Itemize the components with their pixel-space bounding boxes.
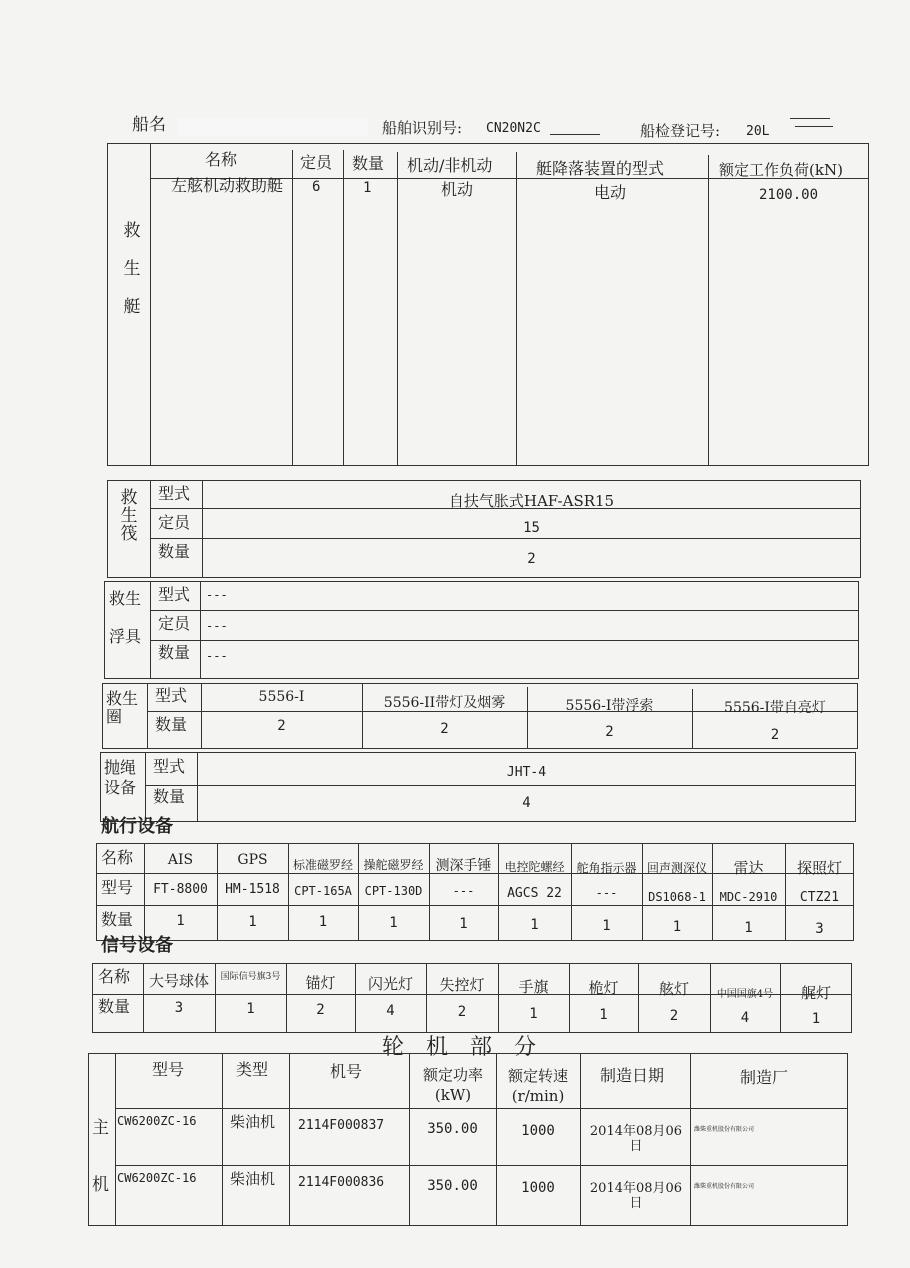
signal-name-intl-flag: 国际信号旗3号	[220, 972, 281, 982]
lifebuoy-count-3: 2	[605, 724, 614, 740]
registration-value: 20L	[746, 124, 770, 139]
nav-count-standard-compass: 1	[318, 914, 328, 930]
engine-2-power: 350.00	[427, 1178, 478, 1194]
buoyant-section-label-1: 救生	[109, 589, 142, 608]
nav-name-standard-compass: 标准磁罗经	[292, 858, 353, 872]
navigation-row-label-quantity: 数量	[101, 910, 134, 929]
signal-count-side-light: 2	[669, 1008, 679, 1024]
lifebuoy-count-1: 2	[277, 718, 286, 734]
nav-model-radar: MDC-2910	[719, 890, 778, 904]
nav-model-standard-compass: CPT-165A	[294, 884, 352, 898]
lifebuoy-type-2: 5556-II带灯及烟雾	[383, 695, 506, 711]
nav-count-searchlight: 3	[815, 921, 824, 937]
document-header	[0, 0, 910, 145]
line-thrower-value-type: JHT-4	[506, 765, 547, 780]
lifeboat-cell-name: 左舷机动救助艇	[170, 176, 283, 195]
engine-2-type: 柴油机	[230, 1170, 276, 1188]
lifeboat-header-capacity: 定员	[300, 153, 333, 172]
nav-count-rudder-indicator: 1	[602, 918, 611, 934]
lifebuoy-section-label: 救生圈	[106, 689, 139, 726]
signal-count-anchor-light: 2	[316, 1002, 325, 1018]
lifeboat-header-powered: 机动/非机动	[407, 156, 493, 175]
navigation-section-title: 航行设备	[101, 816, 173, 837]
signal-count-stern-light: 1	[811, 1011, 821, 1027]
nav-name-sounding-lead: 测深手锤	[435, 858, 492, 874]
signal-name-ball: 大号球体	[148, 972, 209, 990]
engine-1-model: CW6200ZC-16	[117, 1114, 197, 1128]
liferaft-value-type: 自扶气胀式HAF-ASR15	[448, 492, 615, 510]
buoyant-label-type: 型式	[158, 585, 191, 604]
signal-name-side-light: 舷灯	[658, 980, 689, 998]
nav-name-echo-sounder: 回声测深仪	[646, 861, 707, 875]
lifeboat-cell-powered: 机动	[441, 180, 474, 199]
engine-header-serial: 机号	[330, 1062, 363, 1081]
liferaft-value-quantity: 2	[527, 551, 536, 567]
signal-count-national-flag: 4	[740, 1010, 750, 1026]
signal-count-flash-light: 4	[386, 1003, 395, 1019]
nav-count-sounding-lead: 1	[459, 916, 468, 932]
signal-row-label-quantity: 数量	[98, 997, 131, 1016]
redaction	[178, 118, 368, 136]
ship-id-value: CN20N2C	[486, 121, 541, 136]
buoyant-value-capacity: ---	[206, 619, 228, 633]
buoyant-label-quantity: 数量	[158, 643, 191, 662]
nav-count-echo-sounder: 1	[672, 919, 682, 935]
signal-count-ball: 3	[174, 1000, 184, 1016]
lifebuoy-type-4: 5556-I带自亮灯	[724, 700, 826, 716]
line-thrower-value-quantity: 4	[522, 795, 531, 811]
signal-name-national-flag: 中国国旗4号	[716, 989, 774, 1000]
nav-name-searchlight: 探照灯	[796, 859, 842, 877]
engine-header-model: 型号	[152, 1060, 185, 1079]
lifeboat-cell-load: 2100.00	[759, 187, 819, 203]
nav-name-gyro-compass: 电控陀螺经	[504, 860, 565, 874]
engine-2-model: CW6200ZC-16	[117, 1171, 197, 1185]
signal-count-intl-flag: 1	[246, 1001, 255, 1017]
signal-count-hand-flag: 1	[529, 1006, 538, 1022]
lifebuoy-type-3: 5556-I带浮索	[565, 698, 654, 714]
line-thrower-section-label-1: 抛绳	[104, 758, 137, 777]
nav-count-gps: 1	[248, 914, 257, 930]
signal-count-nuc-light: 2	[457, 1004, 467, 1020]
lifeboat-header-name: 名称	[205, 150, 238, 169]
nav-model-ais: FT-8800	[153, 882, 208, 897]
buoyant-label-capacity: 定员	[158, 614, 191, 633]
signal-name-flash-light: 闪光灯	[367, 975, 413, 993]
engine-header-speed: 额定转速(r/min)	[507, 1067, 568, 1105]
line-thrower-label-type: 型式	[153, 757, 186, 776]
lifebuoy-count-4: 2	[770, 727, 780, 743]
signal-section-title: 信号设备	[101, 935, 173, 956]
signal-row-label-name: 名称	[98, 967, 131, 986]
nav-model-rudder-indicator: ---	[595, 886, 618, 900]
lifeboat-header-load: 额定工作负荷(kN)	[719, 161, 843, 179]
lifebuoy-count-2: 2	[440, 721, 449, 737]
engine-section-title: 轮机部分	[382, 1035, 559, 1060]
lifeboat-section-label: 救生艇	[123, 221, 141, 317]
buoyant-value-quantity: ---	[206, 649, 228, 663]
nav-name-ais: AIS	[167, 852, 194, 868]
lifeboat-cell-capacity: 6	[312, 179, 321, 195]
nav-count-gyro-compass: 1	[530, 917, 539, 933]
nav-name-gps: GPS	[237, 852, 268, 868]
ship-name-label: 船名	[132, 115, 166, 135]
engine-header-power: 额定功率(kW)	[422, 1066, 483, 1104]
engine-1-maker: 潍柴重机股份有限公司	[694, 1126, 755, 1133]
lifeboat-header-quantity: 数量	[352, 154, 385, 173]
line-thrower-label-quantity: 数量	[153, 787, 186, 806]
engine-2-serial: 2114F000836	[298, 1175, 385, 1190]
engine-1-date: 2014年08月06日	[589, 1124, 683, 1154]
engine-1-power: 350.00	[427, 1121, 478, 1137]
buoyant-section-label-2: 浮具	[109, 627, 142, 646]
nav-model-searchlight: CTZ21	[799, 890, 840, 905]
nav-name-radar: 雷达	[733, 859, 764, 877]
nav-model-steering-compass: CPT-130D	[364, 884, 423, 898]
nav-model-sounding-lead: ---	[452, 884, 475, 898]
lifeboat-header-launch: 艇降落装置的型式	[536, 159, 665, 178]
nav-count-ais: 1	[176, 913, 185, 929]
engine-header-type: 类型	[236, 1060, 269, 1079]
liferaft-section-label: 救生筏	[120, 488, 138, 544]
engine-2-maker: 潍柴重机股份有限公司	[694, 1183, 755, 1190]
navigation-row-label-name: 名称	[101, 848, 134, 867]
nav-count-steering-compass: 1	[389, 915, 398, 931]
nav-model-gyro-compass: AGCS 22	[507, 886, 562, 901]
registration-label: 船检登记号:	[640, 122, 721, 140]
liferaft-label-quantity: 数量	[158, 542, 191, 561]
signal-name-hand-flag: 手旗	[518, 978, 549, 996]
liferaft-label-type: 型式	[158, 484, 191, 503]
signal-name-stern-light: 艉灯	[800, 984, 831, 1002]
lifeboat-cell-launch: 电动	[594, 183, 627, 202]
signal-name-nuc-light: 失控灯	[439, 976, 485, 994]
lifeboat-cell-quantity: 1	[363, 180, 372, 196]
lifebuoy-type-1: 5556-I	[258, 689, 305, 705]
ship-id-label: 船舶识别号:	[382, 119, 463, 137]
engine-side-label-main: 主	[92, 1118, 109, 1138]
signal-name-anchor-light: 锚灯	[305, 974, 336, 992]
navigation-row-label-model: 型号	[101, 878, 134, 897]
nav-model-gps: HM-1518	[225, 882, 280, 897]
engine-header-maker: 制造厂	[740, 1068, 789, 1087]
buoyant-value-type: ---	[206, 588, 228, 602]
liferaft-label-capacity: 定员	[158, 513, 191, 532]
engine-1-speed: 1000	[521, 1123, 555, 1139]
liferaft-value-capacity: 15	[523, 520, 540, 536]
signal-name-mast-light: 桅灯	[588, 979, 619, 997]
nav-model-echo-sounder: DS1068-1	[648, 890, 706, 904]
engine-2-speed: 1000	[521, 1180, 555, 1196]
lifebuoy-label-type: 型式	[155, 686, 188, 705]
nav-count-radar: 1	[744, 920, 753, 936]
engine-side-label-engine: 机	[92, 1175, 109, 1195]
lifebuoy-label-quantity: 数量	[155, 715, 188, 734]
engine-header-date: 制造日期	[600, 1066, 665, 1085]
engine-1-type: 柴油机	[230, 1113, 276, 1131]
nav-name-rudder-indicator: 舵角指示器	[576, 861, 637, 875]
nav-name-steering-compass: 操舵磁罗经	[363, 858, 424, 872]
line-thrower-section-label-2: 设备	[104, 778, 137, 797]
engine-2-date: 2014年08月06日	[589, 1181, 683, 1211]
signal-count-mast-light: 1	[599, 1007, 608, 1023]
engine-1-serial: 2114F000837	[298, 1118, 385, 1133]
